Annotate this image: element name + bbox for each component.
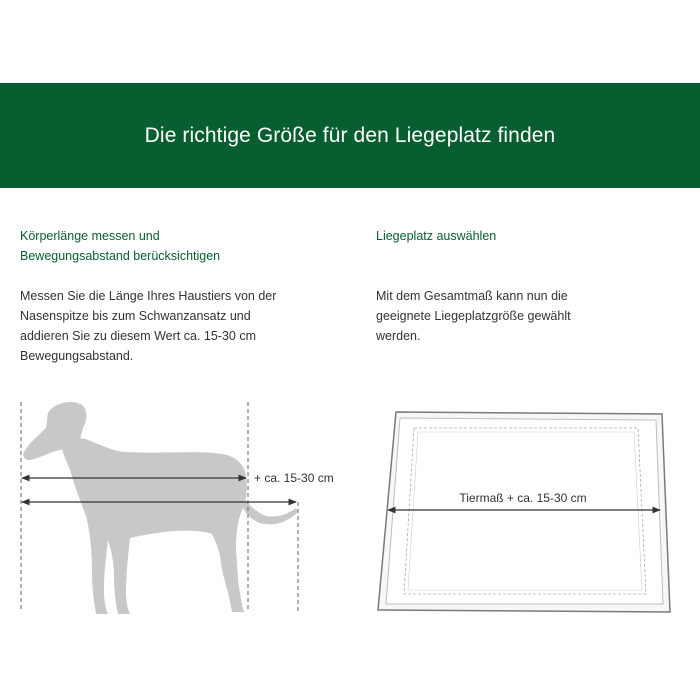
text-line: geeignete Liegeplatzgröße gewählt <box>376 309 571 323</box>
text-line: Messen Sie die Länge Ihres Haustiers von der <box>20 289 277 303</box>
text-line: Bewegungsabstand. <box>20 349 134 363</box>
text-line: Mit dem Gesamtmaß kann nun die <box>376 289 568 303</box>
heading-line: Bewegungsabstand berücksichtigen <box>20 249 221 263</box>
heading-line: Körperlänge messen und <box>20 229 160 243</box>
text-line: werden. <box>376 329 421 343</box>
text-line: Nasenspitze bis zum Schwanzansatz und <box>20 309 251 323</box>
bed-size-label: Tiermaß + ca. 15-30 cm <box>459 491 587 505</box>
page-title: Die richtige Größe für den Liegeplatz finden <box>144 123 556 147</box>
dog-silhouette-icon <box>23 402 298 614</box>
pet-bed-icon <box>378 412 670 612</box>
section-heading-choose-bed: Liegeplatz auswählen <box>376 229 497 243</box>
extra-distance-label: + ca. 15-30 cm <box>254 471 334 485</box>
text-line: addieren Sie zu diesem Wert ca. 15-30 cm <box>20 329 256 343</box>
